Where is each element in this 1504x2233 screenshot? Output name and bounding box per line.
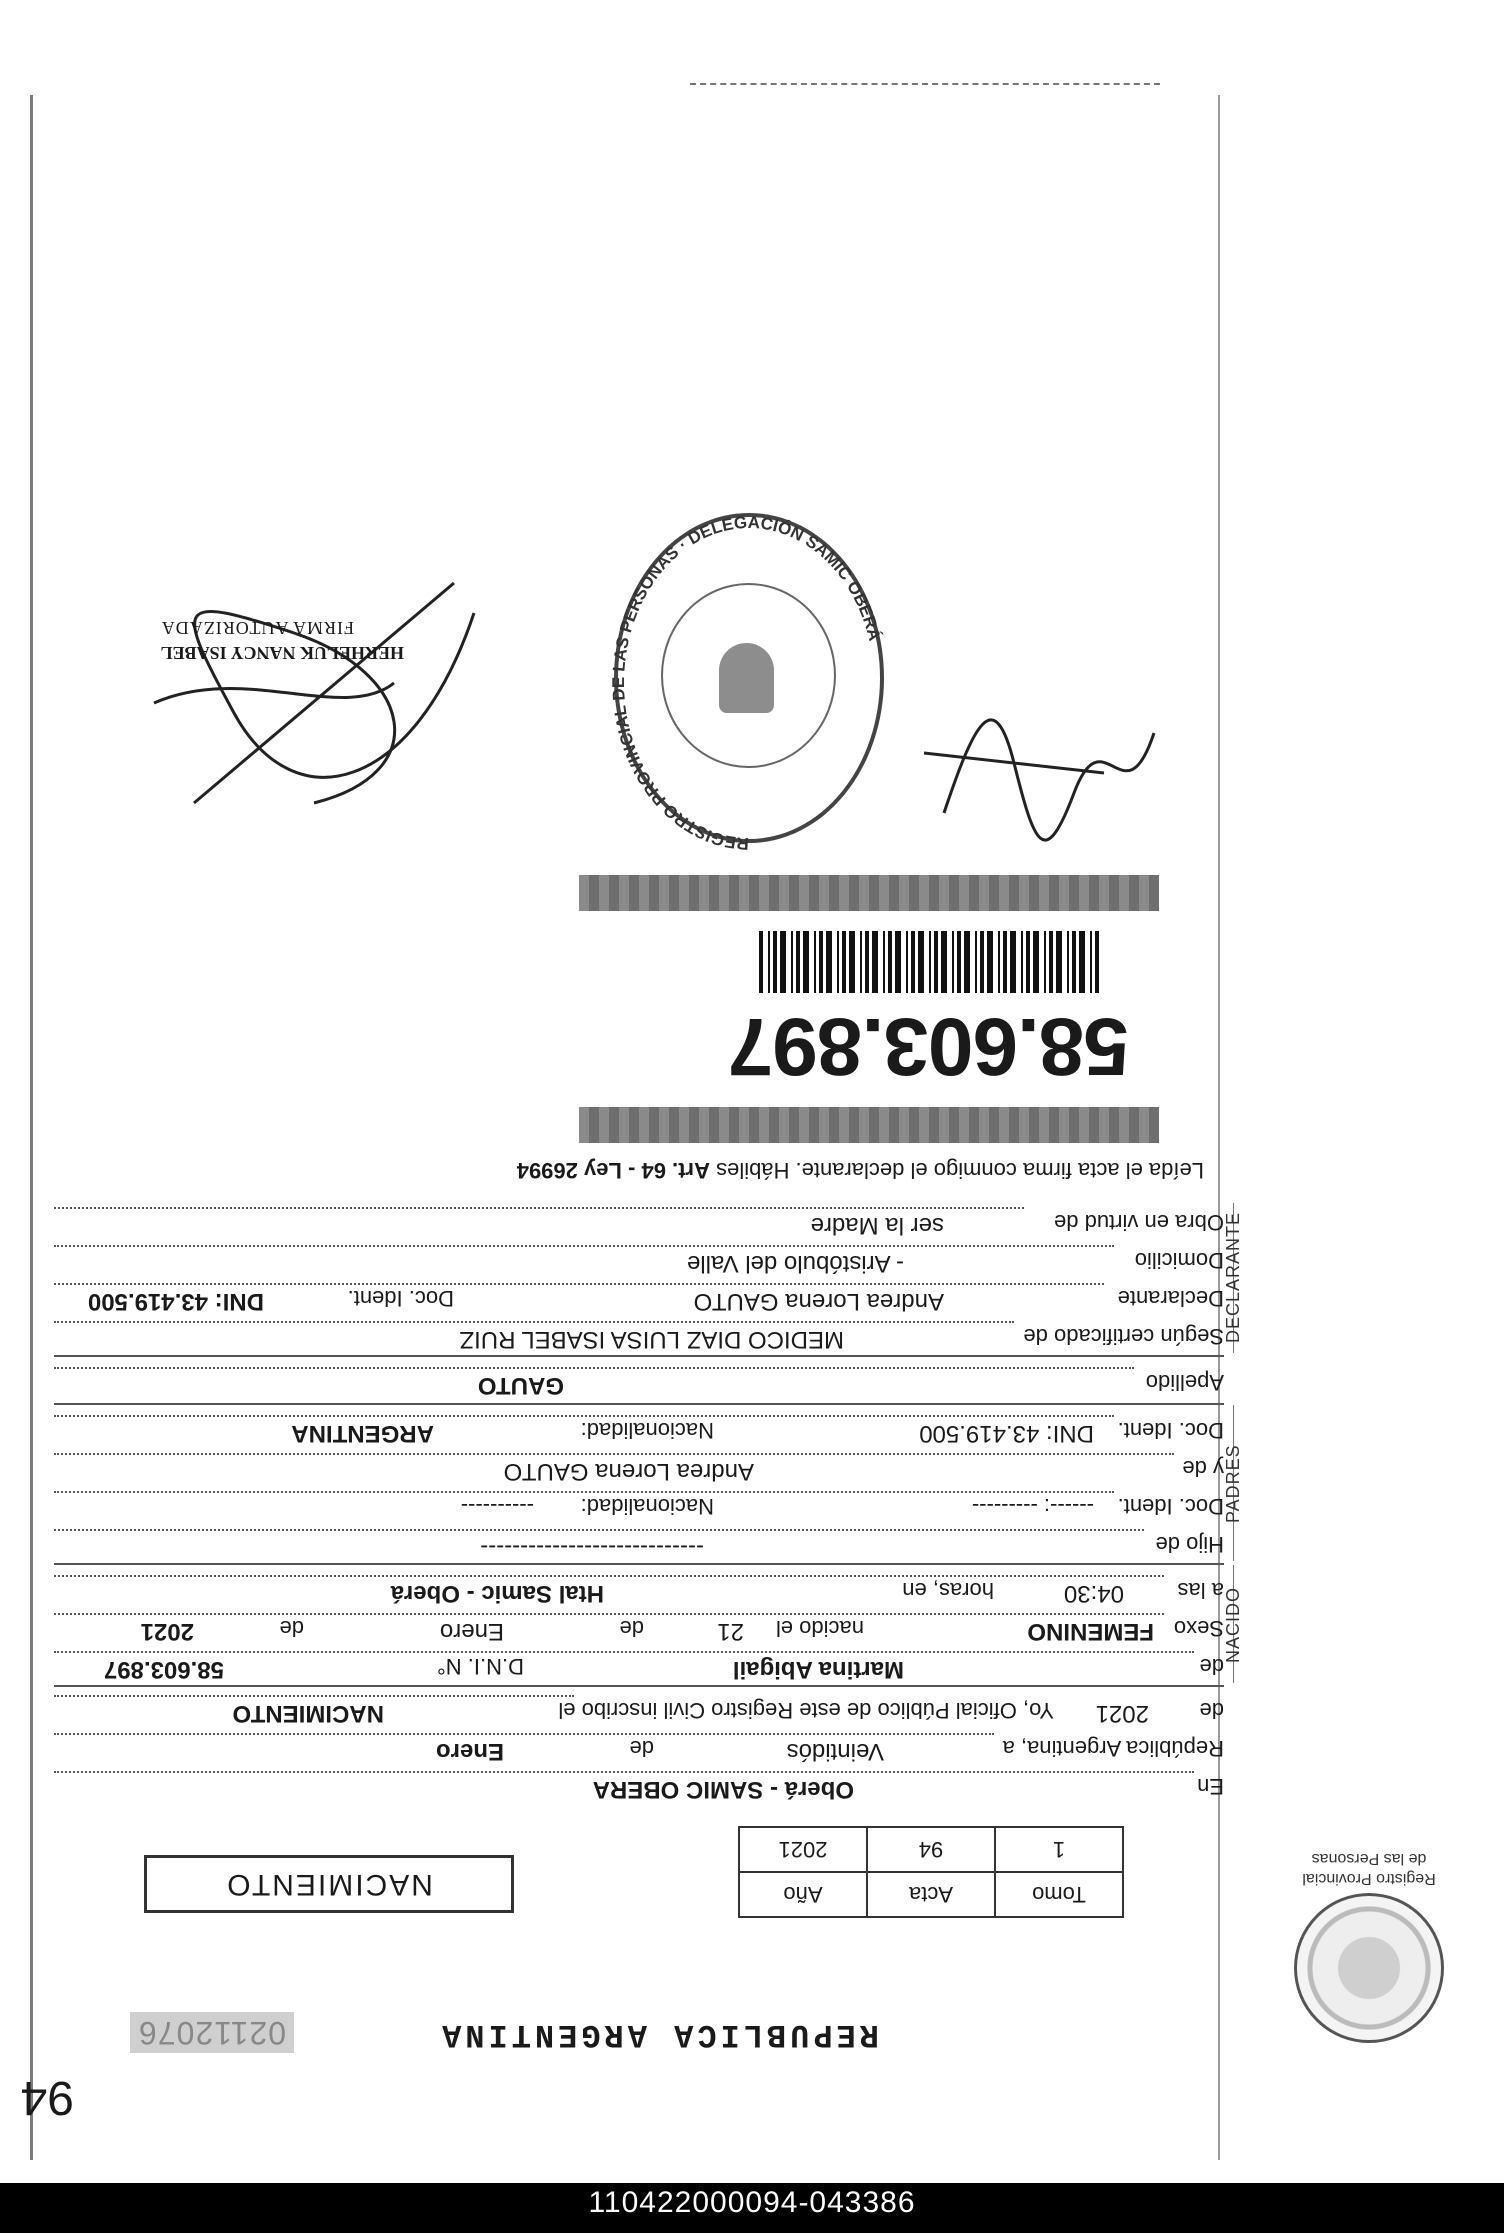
dni-banner-number: 58.603.897 — [728, 1001, 1129, 1092]
birth-month: Enero — [439, 1618, 504, 1645]
mother-nac: ARGENTINA — [291, 1420, 434, 1447]
birth-day: 21 — [717, 1618, 744, 1645]
seal-text-ring — [594, 493, 904, 863]
a-las-label: a las — [1177, 1578, 1224, 1603]
nacido-label: nacido el — [775, 1616, 864, 1641]
dni-band-bottom — [579, 875, 1159, 911]
row-sexo — [54, 1613, 1224, 1645]
signatory-name: HERHELUK NANCY ISABEL — [160, 643, 404, 663]
closing-sentence: Leída el acta firma conmigo el declarante. Hábiles — [716, 1158, 1204, 1183]
domicilio-label: Domicilio — [1134, 1248, 1224, 1273]
page-number: 94 — [20, 2071, 74, 2124]
svg-text:REGISTRO PROVINCIAL DE LAS PER — [609, 513, 884, 853]
dni-label: D.N.I. N° — [436, 1654, 524, 1679]
mother-doc-label: Doc. Ident. — [1117, 1418, 1224, 1443]
dni-banner — [579, 873, 1159, 1143]
dni-value: 58.603.897 — [103, 1656, 224, 1683]
official-signature — [134, 573, 494, 833]
certificado-label: Según certificado de — [1023, 1324, 1224, 1349]
row-republica — [54, 1733, 1224, 1765]
mother-doc: DNI: 43.419.500 — [919, 1420, 1094, 1447]
certificado-value: MEDICO DIAZ LUISA ISABEL RUIZ — [459, 1326, 844, 1353]
registry-caption — [1269, 1848, 1469, 1888]
barcode-icon — [759, 931, 1099, 993]
row-declarante — [54, 1283, 1224, 1315]
record-header-tomo: Tomo — [995, 1872, 1123, 1917]
republic-title: REPUBLICA ARGENTINA — [438, 2016, 879, 2053]
record-table-header-row — [739, 1872, 1123, 1917]
de-label-2: de — [1199, 1698, 1224, 1723]
de-label-4: de — [619, 1616, 644, 1641]
row-mother-doc — [54, 1415, 1224, 1447]
obra-value: ser la Madre — [810, 1212, 944, 1239]
sexo-value: FEMENINO — [1027, 1618, 1154, 1645]
republica-label: República Argentina, a — [1002, 1736, 1224, 1761]
side-label-nacido: NACIDO — [1223, 1586, 1243, 1663]
row-domicilio — [54, 1245, 1224, 1277]
row-time — [54, 1575, 1224, 1607]
birth-year: 2021 — [140, 1618, 194, 1645]
hijo-de-label: Hijo de — [1155, 1532, 1224, 1557]
horas-en-label: horas, en — [902, 1578, 994, 1603]
declarante-label: Declarante — [1117, 1286, 1224, 1311]
de-label-5: de — [279, 1616, 304, 1641]
seal-text: REGISTRO PROVINCIAL DE LAS PERSONAS · DELEGACIÓN SAMIC OBERÁ — [609, 512, 885, 854]
apellido-value: GAUTO — [477, 1372, 564, 1399]
domicilio-value: - Aristóbulo del Valle — [686, 1250, 904, 1277]
signatory-label: FIRMA AUTORIZADA — [160, 618, 354, 638]
row-certificado — [54, 1321, 1224, 1353]
month-value: Enero — [435, 1738, 504, 1765]
row-mother — [54, 1453, 1224, 1485]
father-value: ---------------------------- — [480, 1534, 704, 1561]
dni-band-top — [579, 1107, 1159, 1143]
row-official — [54, 1695, 1224, 1727]
closing-text — [517, 1157, 1204, 1183]
side-label-declarante: DECLARANTE — [1223, 1211, 1243, 1343]
declarante-doc: DNI: 43.419.500 — [87, 1288, 264, 1315]
act-type-box: NACIMIENTO — [144, 1855, 514, 1913]
declarante-doc-label: Doc. Ident. — [347, 1286, 454, 1311]
obra-label: Obra en virtud de — [1054, 1210, 1224, 1235]
y-de-label: y de — [1182, 1456, 1224, 1481]
record-header-ano: Año — [739, 1872, 867, 1917]
birth-time: 04:30 — [1063, 1580, 1124, 1607]
registry-caption-line2: de las Personas — [1311, 1850, 1427, 1867]
record-table — [738, 1826, 1124, 1918]
father-nac: ---------- — [460, 1494, 534, 1519]
provincial-emblem-icon — [1294, 1893, 1444, 2043]
mother-name: Andrea Lorena GAUTO — [503, 1458, 754, 1485]
father-doc-label: Doc. Ident. — [1117, 1494, 1224, 1519]
record-table-value-row — [739, 1827, 1123, 1872]
record-header-acta: Acta — [867, 1872, 995, 1917]
stamp-code: 02112076 — [130, 2012, 294, 2053]
city-value: Oberá - SAMIC OBERA — [592, 1776, 854, 1803]
record-value-ano: 2021 — [739, 1827, 867, 1872]
declarant-signature — [914, 703, 1164, 853]
row-hijo — [54, 1529, 1224, 1561]
declarante-value: Andrea Lorena GAUTO — [693, 1288, 944, 1315]
row-name — [54, 1651, 1224, 1683]
act-type-inline: NACIMIENTO — [232, 1700, 384, 1727]
mother-nac-label: Nacionalidad: — [580, 1418, 714, 1443]
day-words: Veintidós — [786, 1738, 884, 1765]
closing-law: Art. 64 - Ley 26994 — [516, 1158, 710, 1183]
father-nac-label: Nacionalidad: — [580, 1494, 714, 1519]
row-en — [54, 1771, 1224, 1803]
side-label-padres: PADRES — [1223, 1444, 1243, 1523]
father-doc: ------: --------- — [971, 1494, 1094, 1519]
birth-place: Htal Samic - Oberá — [390, 1580, 604, 1607]
record-value-acta: 94 — [867, 1827, 995, 1872]
row-obra — [54, 1207, 1224, 1239]
apellido-label: Apellido — [1145, 1370, 1224, 1395]
de-label-3: de — [1199, 1654, 1224, 1679]
footer-code: 110422000094-043386 — [588, 2186, 916, 2219]
sexo-label: Sexo — [1173, 1616, 1224, 1641]
en-label: En — [1197, 1774, 1224, 1799]
year-value: 2021 — [1095, 1700, 1149, 1727]
de-label-1: de — [629, 1736, 654, 1761]
row-apellido — [54, 1367, 1224, 1399]
official-text: Yo, Oficial Público de este Registro Civil inscribo el — [558, 1698, 1054, 1723]
registry-caption-line1: Registro Provincial — [1302, 1870, 1436, 1887]
row-father-doc — [54, 1491, 1224, 1523]
child-name: Martina Abigail — [732, 1656, 904, 1683]
record-value-tomo: 1 — [995, 1827, 1123, 1872]
